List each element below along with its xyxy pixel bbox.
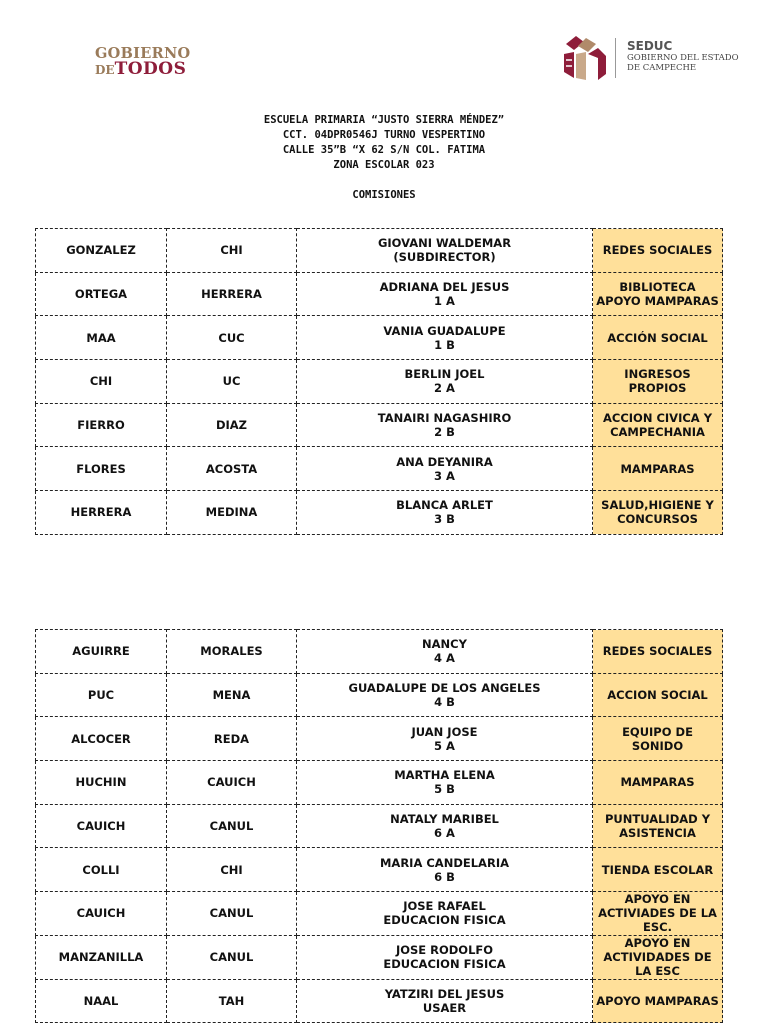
first-name: TANAIRI NAGASHIRO	[377, 411, 512, 426]
group: 6 A	[434, 826, 455, 841]
name-cell	[297, 360, 593, 404]
first-name: BERLIN JOEL	[404, 367, 485, 382]
surname-1: FLORES	[36, 447, 167, 491]
surname-1: MANZANILLA	[36, 935, 167, 979]
surname-2: UC	[167, 360, 297, 404]
surname-2: HERRERA	[167, 272, 297, 316]
surname-1: HUCHIN	[36, 761, 167, 805]
first-name: ADRIANA DEL JESUS	[379, 280, 510, 295]
first-name: GIOVANI WALDEMAR	[377, 236, 512, 251]
name-cell	[297, 848, 593, 892]
surname-2: ACOSTA	[167, 447, 297, 491]
surname-2: CANUL	[167, 935, 297, 979]
surname-1: ORTEGA	[36, 272, 167, 316]
school-cct: CCT. 04DPR0546J TURNO VESPERTINO	[282, 129, 486, 141]
seduc-line2: DE CAMPECHE	[627, 63, 697, 73]
commissions-table-2	[35, 629, 723, 1023]
first-name: JOSE RODOLFO	[395, 943, 494, 958]
table-row	[36, 892, 723, 936]
first-name: YATZIRI DEL JESUS	[384, 986, 505, 1001]
commission: APOYO MAMPARAS	[593, 979, 723, 1023]
table-row	[36, 272, 723, 316]
group: EDUCACION FISICA	[383, 913, 506, 928]
commission: TIENDA ESCOLAR	[593, 848, 723, 892]
first-name: ANA DEYANIRA	[396, 454, 493, 469]
first-name: JUAN JOSE	[411, 724, 478, 739]
surname-1: COLLI	[36, 848, 167, 892]
surname-1: NAAL	[36, 979, 167, 1023]
name-cell	[297, 717, 593, 761]
first-name: BLANCA ARLET	[396, 498, 493, 513]
group: 5 B	[434, 782, 455, 797]
surname-2: CHI	[167, 229, 297, 273]
school-zone: ZONA ESCOLAR 023	[333, 159, 435, 171]
surname-2: CHI	[167, 848, 297, 892]
logo-todos-text: TODOS	[114, 59, 187, 79]
commission: ACCION CIVICA Y CAMPECHANIA	[593, 403, 723, 447]
group: 2 B	[434, 425, 455, 440]
commission: MAMPARAS	[593, 447, 723, 491]
table-row	[36, 717, 723, 761]
logo-de-text: DE	[95, 63, 115, 77]
first-name: VANIA GUADALUPE	[383, 323, 506, 338]
surname-2: MORALES	[167, 630, 297, 674]
group: 5 A	[434, 738, 455, 753]
table-row	[36, 491, 723, 535]
logo-divider	[615, 38, 616, 78]
commission: APOYO EN ACTIVIADES DE LA ESC.	[593, 892, 723, 936]
group: 6 B	[434, 869, 455, 884]
gobierno-de-todos-logo	[95, 46, 195, 78]
surname-2: DIAZ	[167, 403, 297, 447]
surname-2: CANUL	[167, 892, 297, 936]
surname-1: ALCOCER	[36, 717, 167, 761]
table-row	[36, 229, 723, 273]
table-row	[36, 447, 723, 491]
first-name: NANCY	[422, 637, 467, 652]
school-address: CALLE 35”B “X 62 S/N COL. FATIMA	[282, 144, 486, 156]
group: USAER	[422, 1000, 467, 1015]
school-name: ESCUELA PRIMARIA “JUSTO SIERRA MÉNDEZ”	[263, 114, 505, 126]
group: 1 B	[434, 337, 455, 352]
commission: EQUIPO DE SONIDO	[593, 717, 723, 761]
table-row	[36, 673, 723, 717]
table-row	[36, 848, 723, 892]
name-cell	[297, 935, 593, 979]
surname-1: MAA	[36, 316, 167, 360]
commission: INGRESOS PROPIOS	[593, 360, 723, 404]
first-name: NATALY MARIBEL	[390, 812, 499, 827]
commission: REDES SOCIALES	[593, 630, 723, 674]
surname-2: TAH	[167, 979, 297, 1023]
commission: APOYO EN ACTIVIDADES DE LA ESC	[593, 935, 723, 979]
first-name: GUADALUPE DE LOS ANGELES	[348, 681, 541, 696]
table-row	[36, 630, 723, 674]
surname-1: AGUIRRE	[36, 630, 167, 674]
first-name: JOSE RAFAEL	[403, 899, 486, 914]
commission: ACCION SOCIAL	[593, 673, 723, 717]
table-row	[36, 403, 723, 447]
seduc-emblem-icon	[560, 34, 610, 82]
name-cell	[297, 761, 593, 805]
group: 4 B	[434, 695, 455, 710]
group: EDUCACION FISICA	[383, 957, 506, 972]
surname-2: CUC	[167, 316, 297, 360]
surname-1: FIERRO	[36, 403, 167, 447]
surname-2: CAUICH	[167, 761, 297, 805]
seduc-line1: GOBIERNO DEL ESTADO	[627, 53, 739, 63]
name-cell	[297, 630, 593, 674]
surname-1: PUC	[36, 673, 167, 717]
seduc-logo	[560, 34, 750, 82]
surname-1: CAUICH	[36, 892, 167, 936]
commission: SALUD,HIGIENE Y CONCURSOS	[593, 491, 723, 535]
name-cell	[297, 673, 593, 717]
surname-1: CHI	[36, 360, 167, 404]
table-row	[36, 935, 723, 979]
group: 1 A	[434, 294, 455, 309]
table-row	[36, 804, 723, 848]
commission: PUNTUALIDAD Y ASISTENCIA	[593, 804, 723, 848]
group: 4 A	[434, 651, 455, 666]
group: (SUBDIRECTOR)	[393, 250, 496, 265]
section-title: COMISIONES	[352, 189, 416, 201]
name-cell	[297, 403, 593, 447]
surname-1: HERRERA	[36, 491, 167, 535]
name-cell	[297, 272, 593, 316]
group: 2 A	[434, 381, 455, 396]
name-cell	[297, 229, 593, 273]
commission: MAMPARAS	[593, 761, 723, 805]
logo-gobierno-text: GOBIERNO	[95, 45, 191, 62]
table-row	[36, 316, 723, 360]
name-cell	[297, 447, 593, 491]
surname-2: CANUL	[167, 804, 297, 848]
seduc-title: SEDUC	[627, 39, 673, 53]
commission: ACCIÓN SOCIAL	[593, 316, 723, 360]
document-header	[0, 113, 768, 203]
name-cell	[297, 979, 593, 1023]
group: 3 B	[434, 512, 455, 527]
table-row	[36, 761, 723, 805]
name-cell	[297, 316, 593, 360]
surname-2: REDA	[167, 717, 297, 761]
name-cell	[297, 892, 593, 936]
group: 3 A	[434, 468, 455, 483]
surname-2: MENA	[167, 673, 297, 717]
commission: REDES SOCIALES	[593, 229, 723, 273]
surname-2: MEDINA	[167, 491, 297, 535]
table-row	[36, 360, 723, 404]
commission: BIBLIOTECA APOYO MAMPARAS	[593, 272, 723, 316]
name-cell	[297, 804, 593, 848]
surname-1: GONZALEZ	[36, 229, 167, 273]
first-name: MARTHA ELENA	[394, 768, 495, 783]
first-name: MARIA CANDELARIA	[379, 855, 509, 870]
table-row	[36, 979, 723, 1023]
name-cell	[297, 491, 593, 535]
commissions-table-1	[35, 228, 723, 535]
surname-1: CAUICH	[36, 804, 167, 848]
